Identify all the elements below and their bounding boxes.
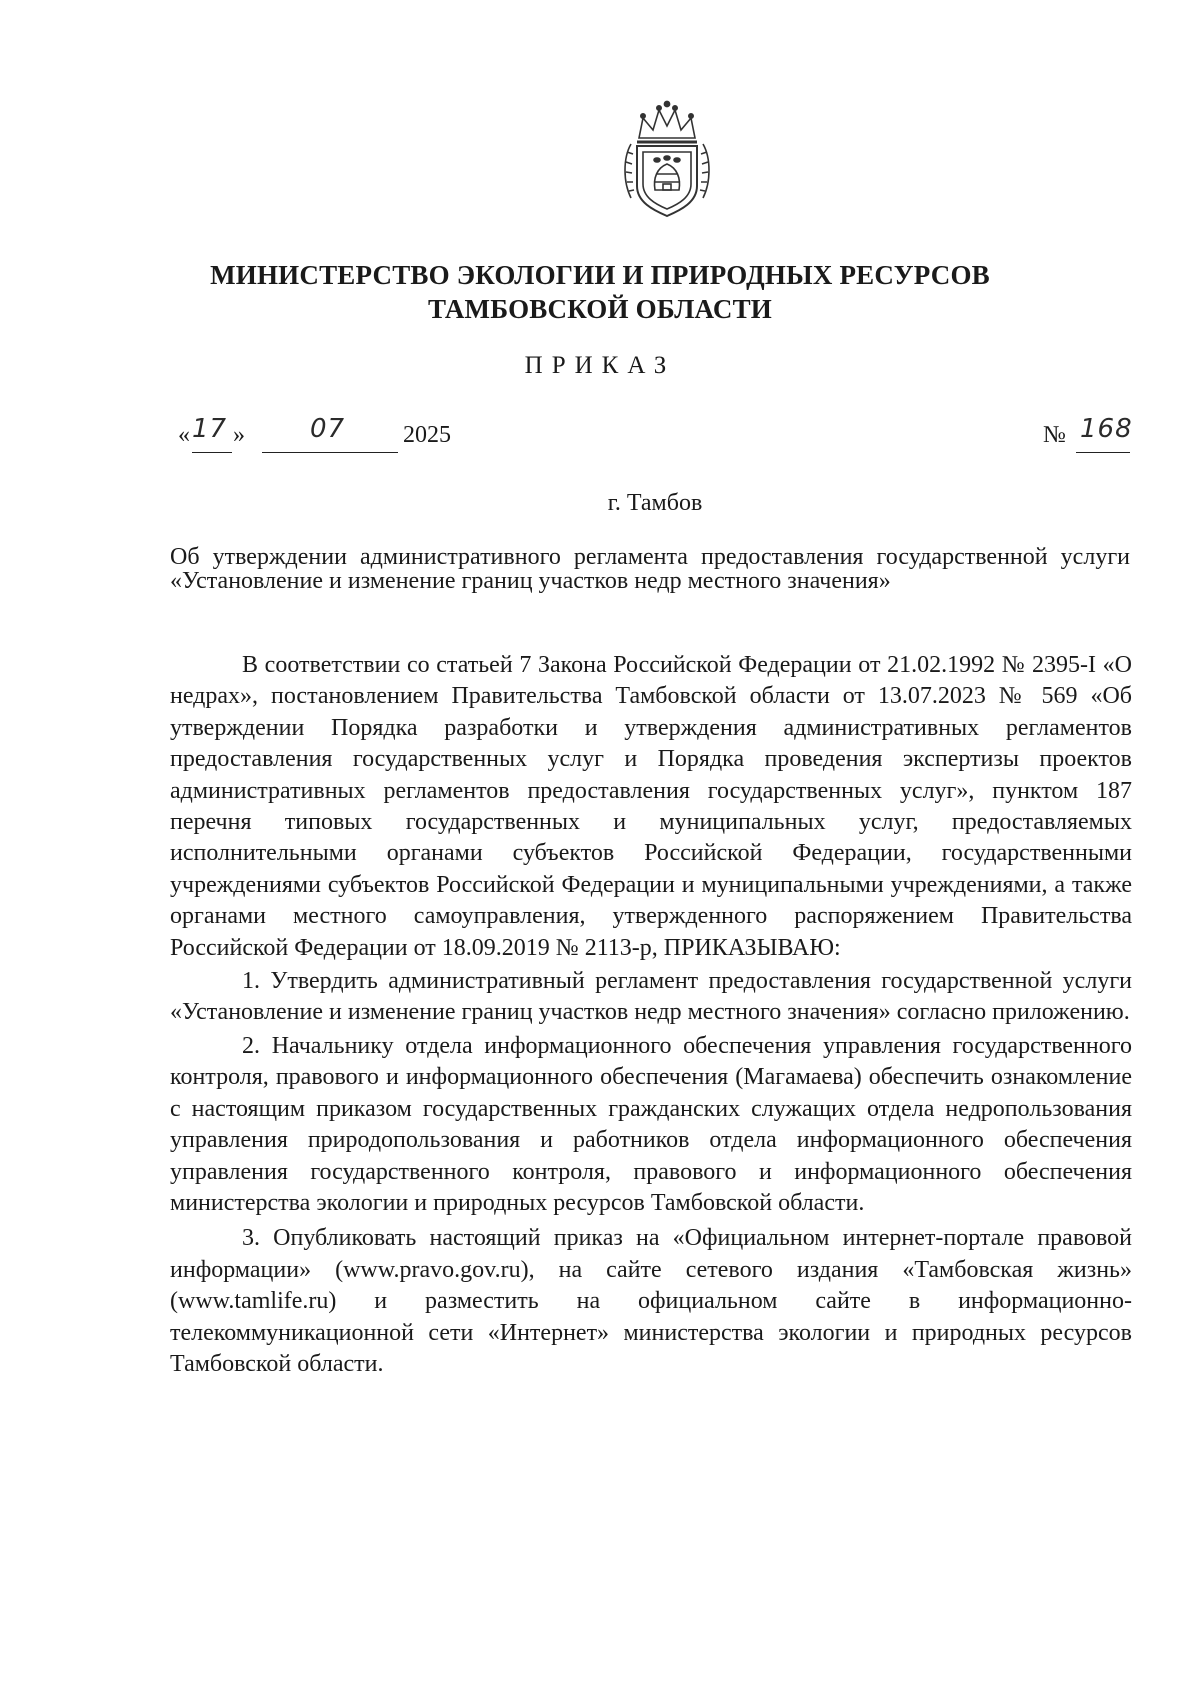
- date-number-row: [178, 414, 1133, 458]
- order-title: ПРИКАЗ: [524, 352, 676, 379]
- date-day-underline: [192, 452, 232, 453]
- order-number-handwritten: 168: [1080, 414, 1133, 444]
- date-day-handwritten: 17: [192, 414, 228, 444]
- order-number-underline: [1076, 452, 1130, 453]
- date-open-quote: «: [178, 422, 190, 448]
- coat-of-arms-emblem: [617, 98, 717, 224]
- order-item-1: 1. Утвердить административный регламент предоставления государственной услуги «Установление и изменение границ участков недр местного значения» согласно приложению.: [170, 968, 1132, 1026]
- preamble-paragraph: В соответствии со статьей 7 Закона Российской Федерации от 21.02.1992 № 2395-I «О недрах», постановлением Правительства Тамбовской области от 13.07.2023 № 569 «Об утверждении Порядка разработки и утверждения административных регламентов предоставления государственных услуг и Порядка проведения экспертизы проектов административных регламентов предоставления государственных услуг», пунктом 187 перечня типовых государственных и муниципальных услуг, предоставляемых исполнительными органами субъектов Российской Федерации, государственными учреждениями субъектов Российской Федерации и муниципальными учреждениями, а также органами местного самоуправления, утвержденного распоряжением Правительства Российской Федерации от 18.09.2019 № 2113-р, ПРИКАЗЫВАЮ:: [170, 652, 1132, 961]
- order-number-prefix: №: [1043, 422, 1066, 448]
- date-month-handwritten: 07: [310, 414, 346, 444]
- order-item-2: 2. Начальнику отдела информационного обеспечения управления государственного контроля, правового и информационного обеспечения (Магамаева) обеспечить ознакомление с настоящим приказом государственных гражданских служащих отдела недропользования управления природопользования и работников отдела информационного обеспечения управления государственного контроля, правового и информационного обеспечения министерства экологии и природных ресурсов Тамбовской области.: [170, 1032, 1132, 1216]
- city-line: г. Тамбов: [607, 490, 703, 516]
- order-item-3: 3. Опубликовать настоящий приказ на «Официальном интернет-портале правовой информации» (www.pravo.gov.ru), на сайте сетевого издания «Тамбовская жизнь» (www.tamlife.ru) и разместить на официальном сайте в информационно-телекоммуникационной сети «Интернет» министерства экологии и природных ресурсов Тамбовской области.: [170, 1225, 1132, 1377]
- ministry-name-line1: МИНИСТЕРСТВО ЭКОЛОГИИ И ПРИРОДНЫХ РЕСУРСОВ: [210, 260, 990, 290]
- ministry-name-line2: ТАМБОВСКОЙ ОБЛАСТИ: [427, 294, 773, 324]
- date-close-quote: »: [233, 422, 245, 448]
- order-subject: Об утверждении административного регламента предоставления государственной услуги «Установление и изменение границ участков недр местного значения»: [170, 544, 1130, 594]
- date-month-underline: [262, 452, 398, 453]
- ministry-name: [170, 258, 1030, 326]
- order-body: [170, 650, 1132, 1380]
- date-year: 2025: [403, 422, 451, 448]
